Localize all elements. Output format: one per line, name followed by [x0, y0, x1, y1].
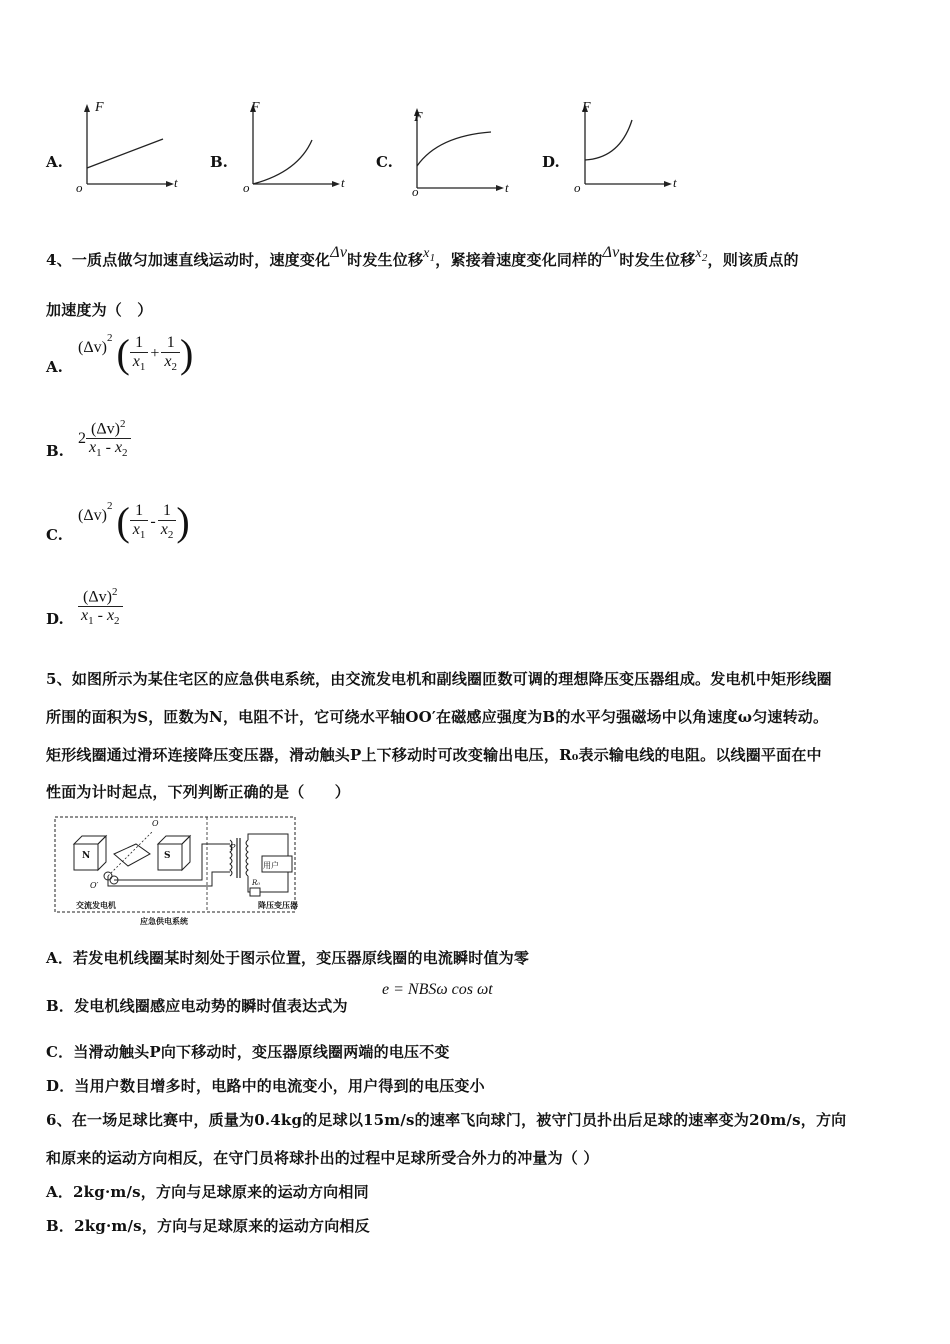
- q4-a-dv: (Δv): [78, 339, 107, 356]
- graph-c-curve: [417, 132, 491, 166]
- q4-c-frac2-den: [158, 521, 177, 541]
- q4-a-frac1: [130, 334, 149, 373]
- q4-a-lparen: (: [116, 331, 130, 376]
- graph-b-F: F: [251, 100, 260, 115]
- q4-b-den: [86, 439, 131, 459]
- q4-a-sq: 2: [106, 332, 113, 345]
- q4-option-a-formula: [78, 331, 194, 376]
- q4-x1-sub: 1: [429, 251, 436, 264]
- graph-d-o: o: [574, 180, 581, 195]
- q4-dv-1: Δv: [330, 244, 348, 261]
- q4-option-b-formula: [78, 418, 131, 460]
- q4-a-frac2-num: 1: [161, 334, 180, 353]
- q4-b-minus: -: [105, 439, 111, 457]
- q6-option-a: A．2kg·m/s，方向与足球原来的运动方向相同: [46, 1183, 369, 1201]
- q4-c-frac2-num: 1: [158, 502, 177, 521]
- graph-d-curve: [585, 120, 632, 160]
- q4-b-sq: 2: [120, 418, 126, 430]
- graph-a-t: t: [174, 175, 178, 190]
- q4-c-x2: x: [160, 521, 168, 539]
- q4-x1: [423, 246, 436, 264]
- q4-a-frac2: [161, 334, 180, 373]
- q5-fig-user: 用户: [263, 861, 279, 870]
- graph-d-F: F: [582, 100, 591, 115]
- q4-c-x1-sub: 1: [139, 529, 146, 542]
- q5-stem-line4: 性面为计时起点，下列判断正确的是（ ）: [46, 783, 351, 801]
- q5-fig-caption: 应急供电系统: [140, 916, 188, 926]
- q4-d-x1-sub: 1: [88, 615, 94, 628]
- q4-d-x2-sub: 2: [114, 615, 120, 628]
- q5-option-b-formula: e = NBSω cos ωt: [382, 981, 493, 998]
- q4-b-num: [86, 418, 131, 439]
- q4-d-dv: (Δv): [83, 588, 112, 606]
- q4-a-frac1-den: [130, 353, 149, 373]
- q4-dv-2: Δv: [602, 244, 620, 261]
- q4-option-d-formula: [78, 586, 123, 628]
- graph-a: [70, 100, 190, 196]
- q4-b-dv: (Δv): [91, 420, 120, 438]
- q4-a-frac2-den: [161, 353, 180, 373]
- q4-d-minus: -: [97, 607, 103, 625]
- q5-option-d: D．当用户数目增多时，电路中的电流变小，用户得到的电压变小: [46, 1077, 485, 1095]
- graph-a-F: F: [95, 100, 104, 115]
- q5-fig-p: P: [230, 843, 236, 852]
- q4-a-x1: x: [132, 353, 140, 371]
- q4-d-sq: 2: [112, 586, 118, 598]
- q4-c-frac1-den: [130, 521, 149, 541]
- q4-option-c-label: C.: [46, 526, 63, 544]
- graph-b-t: t: [341, 175, 345, 190]
- q4-x2-sub: 2: [701, 251, 708, 264]
- q4-text-3: ，紧接着速度变化同样的: [435, 251, 603, 269]
- q4-a-x1-sub: 1: [139, 361, 146, 374]
- q4-b-x2-sub: 2: [122, 447, 128, 460]
- q4-d-x2: x: [106, 607, 115, 625]
- q5-stem-line2: 所围的面积为S，匝数为N，电阻不计，它可绕水平轴OO′在磁感应强度为B的水平匀强磁场中以角速度ω匀速转动。: [46, 708, 829, 726]
- q5-fig-o2: O′: [90, 881, 99, 890]
- graph-c-F: F: [414, 110, 423, 125]
- q4-option-d-label: D.: [46, 610, 64, 628]
- q4-c-sq: 2: [106, 500, 113, 513]
- q4-c-frac1: [130, 502, 149, 541]
- q5-stem-line3: 矩形线圈通过滑环连接降压变压器，滑动触头P上下移动时可改变输出电压，R₀表示输电线的电阻。以线圈平面在中: [46, 746, 822, 764]
- q4-a-x2: x: [164, 353, 172, 371]
- q5-fig-s: S: [164, 851, 171, 861]
- q5-fig-trans: 降压变压器: [258, 900, 298, 910]
- q4-c-dv: (Δv): [78, 507, 107, 524]
- q4-text-5: ，则该质点的: [707, 251, 799, 269]
- q6-stem-line1: 6、在一场足球比赛中，质量为0.4kg的足球以15m/s的速率飞向球门，被守门员扑出后足球的速率变为20m/s，方向: [46, 1111, 847, 1129]
- graph-a-label: A.: [46, 153, 63, 171]
- q5-fig-gen: 交流发电机: [76, 900, 116, 910]
- graph-b-o: o: [243, 180, 250, 195]
- q4-c-minus: -: [150, 513, 156, 530]
- q4-c-rparen: ): [176, 499, 190, 544]
- q4-a-rparen: ): [180, 331, 194, 376]
- q4-b-x1-sub: 1: [96, 447, 102, 460]
- q4-x2-var: x: [695, 246, 702, 261]
- q5-fig-n: N: [82, 851, 91, 861]
- q4-option-b-label: B.: [46, 442, 64, 460]
- q4-b-two: 2: [78, 429, 86, 447]
- q4-a-frac1-num: 1: [130, 334, 149, 353]
- q4-option-c-formula: [78, 499, 190, 544]
- q6-option-b: B．2kg·m/s，方向与足球原来的运动方向相反: [46, 1217, 370, 1235]
- graph-b-curve: [253, 140, 312, 184]
- q4-c-lparen: (: [116, 499, 130, 544]
- q4-b-frac: [86, 418, 131, 460]
- q4-option-a-label: A.: [46, 358, 63, 376]
- q4-a-plus: +: [150, 345, 160, 362]
- q5-option-b: B．发电机线圈感应电动势的瞬时值表达式为: [46, 997, 348, 1015]
- q4-d-frac: [78, 586, 123, 628]
- q6-stem-line2: 和原来的运动方向相反，在守门员将球扑出的过程中足球所受合外力的冲量为（ ）: [46, 1149, 599, 1167]
- graph-d-label: D.: [542, 153, 560, 171]
- q5-stem-line1: 5、如图所示为某住宅区的应急供电系统，由交流发电机和副线圈匝数可调的理想降压变压器组成。发电机中矩形线圈: [46, 670, 832, 688]
- q4-stem-line1: [46, 244, 799, 272]
- q4-c-frac2: [158, 502, 177, 541]
- q4-b-x2: x: [114, 439, 123, 457]
- graph-a-curve: [87, 139, 163, 168]
- graph-a-o: o: [76, 180, 83, 195]
- graph-c-label: C.: [376, 153, 393, 171]
- q4-d-num: [78, 586, 123, 607]
- q4-a-x2-sub: 2: [171, 361, 178, 374]
- q5-fig-o: O: [152, 819, 159, 828]
- graph-d-t: t: [673, 175, 677, 190]
- q4-c-x1: x: [132, 521, 140, 539]
- q4-c-frac1-num: 1: [130, 502, 149, 521]
- q4-d-x1: x: [81, 607, 89, 625]
- q4-text-1: 4、一质点做匀加速直线运动时，速度变化: [46, 251, 331, 269]
- q4-d-den: [78, 607, 123, 627]
- graph-c-t: t: [505, 180, 509, 195]
- q5-fig-r0: R₀: [252, 879, 261, 887]
- q4-text-2: 时发生位移: [347, 251, 424, 269]
- q4-x1-var: x: [423, 246, 430, 261]
- q4-stem-line2: 加速度为（ ）: [46, 301, 153, 319]
- q4-text-4: 时发生位移: [619, 251, 696, 269]
- q4-c-x2-sub: 2: [167, 529, 174, 542]
- q5-option-c: C．当滑动触头P向下移动时，变压器原线圈两端的电压不变: [46, 1043, 450, 1061]
- q4-x2: [695, 246, 708, 264]
- graph-b-label: B.: [210, 153, 228, 171]
- q5-option-a: A．若发电机线圈某时刻处于图示位置，变压器原线圈的电流瞬时值为零: [46, 949, 530, 967]
- graph-c-o: o: [412, 184, 419, 199]
- q4-b-x1: x: [89, 439, 97, 457]
